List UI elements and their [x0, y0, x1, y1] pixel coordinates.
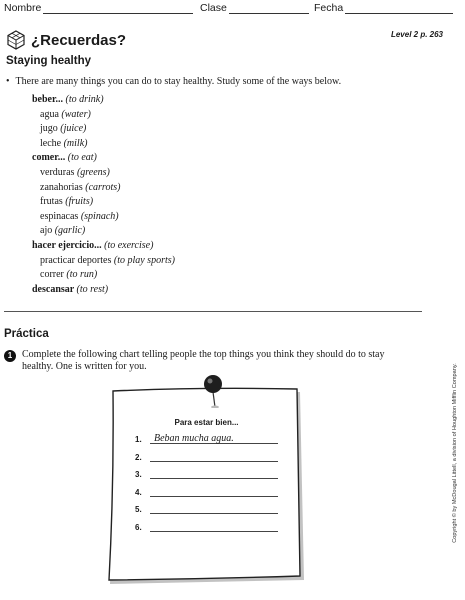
pushpin-icon [202, 374, 224, 408]
instructions-text: Complete the following chart telling people the top things you think they should do to stay healthy. One is written for you. [22, 349, 385, 372]
intro-sentence: There are many things you can do to stay healthy. Study some of the ways below. [15, 76, 342, 87]
answer-row [135, 520, 278, 532]
answer-line[interactable] [150, 503, 278, 514]
answer-line[interactable]: Beban mucha agua. [150, 433, 278, 444]
vocab-english-gloss: (milk) [63, 137, 88, 149]
vocab-spanish-word: beber... [32, 94, 64, 105]
vocab-spanish-word: jugo [40, 123, 58, 135]
row-number: 5. [135, 505, 142, 514]
vocab-group-heading [32, 151, 175, 166]
row-number: 1. [135, 435, 142, 444]
vocab-spanish-word: zanahorias [40, 181, 83, 193]
vocab-spanish-word: descansar [32, 283, 75, 295]
vocab-list [32, 93, 175, 297]
title-row [6, 30, 126, 50]
vocab-english-gloss: (to rest) [76, 283, 109, 295]
vocab-english-gloss: (garlic) [54, 225, 86, 237]
answer-row [135, 502, 278, 514]
copyright-text: Copyright © by McDougal Littell, a division of Houghton Mifflin Company. [452, 362, 458, 543]
vocab-english-gloss: (fruits) [65, 196, 94, 208]
cube-icon [6, 30, 26, 50]
vocab-group-heading [32, 239, 175, 254]
vocab-spanish-word: frutas [40, 196, 63, 208]
vocab-spanish-word: espinacas [40, 210, 79, 222]
vocab-item [32, 181, 175, 196]
answer-row [135, 450, 278, 462]
vocab-english-gloss: (to play sports) [113, 254, 175, 266]
answer-line[interactable] [150, 468, 278, 479]
row-number: 3. [135, 470, 142, 479]
copyright-notice [449, 345, 461, 560]
vocab-item [32, 268, 175, 283]
vocab-item [32, 254, 175, 269]
fecha-line[interactable] [345, 5, 453, 14]
note-title: Para estar bien... [174, 418, 239, 427]
intro-text [6, 76, 341, 87]
vocab-english-gloss: (water) [61, 108, 91, 120]
exercise-number-badge: 1 [4, 350, 16, 362]
vocab-item [32, 166, 175, 181]
section-heading-practica: Práctica [4, 328, 49, 340]
vocab-item [32, 195, 175, 210]
vocab-english-gloss: (carrots) [85, 181, 121, 193]
vocab-spanish-word: comer... [32, 152, 66, 164]
vocab-english-gloss: (to eat) [67, 152, 97, 164]
level-reference: Level 2 p. 263 [390, 30, 443, 39]
clase-label: Clase [200, 2, 227, 14]
answer-row [135, 485, 278, 497]
vocab-item [32, 137, 175, 152]
vocab-spanish-word: correr [40, 269, 64, 281]
vocab-group-heading [32, 93, 175, 108]
exercise-instructions [4, 349, 399, 373]
section-divider [4, 311, 422, 312]
student-info-header [4, 2, 459, 16]
vocab-item [32, 210, 175, 225]
vocab-item [32, 224, 175, 239]
nombre-label: Nombre [4, 2, 42, 14]
page-title: ¿Recuerdas? [31, 31, 127, 49]
answer-row [135, 467, 278, 479]
answer-line[interactable] [150, 486, 278, 497]
vocab-spanish-word: verduras [40, 166, 75, 178]
vocab-english-gloss: (spinach) [80, 210, 119, 222]
vocab-spanish-word: hacer ejercicio... [32, 239, 102, 251]
answer-line[interactable] [150, 451, 278, 462]
vocab-english-gloss: (greens) [76, 166, 110, 178]
answer-row [135, 432, 278, 444]
row-number: 4. [135, 487, 142, 497]
vocab-spanish-word: practicar deportes [40, 254, 112, 266]
vocab-group-heading [32, 283, 175, 298]
nombre-line[interactable] [43, 5, 193, 14]
fecha-label: Fecha [314, 2, 344, 14]
clase-line[interactable] [229, 5, 309, 14]
fecha-field[interactable] [314, 2, 453, 14]
vocab-english-gloss: (juice) [60, 123, 87, 135]
row-number: 2. [135, 452, 142, 462]
section-heading-staying-healthy: Staying healthy [6, 55, 91, 67]
bullet: • [6, 76, 10, 87]
vocab-spanish-word: agua [40, 108, 59, 120]
vocab-english-gloss: (to run) [66, 269, 98, 281]
row-number: 6. [135, 522, 142, 532]
answer-line[interactable] [150, 521, 278, 532]
note-card [104, 386, 309, 586]
clase-field[interactable] [200, 2, 309, 14]
vocab-english-gloss: (to drink) [65, 94, 104, 105]
vocab-item [32, 122, 175, 137]
vocab-spanish-word: leche [40, 137, 62, 149]
nombre-field[interactable] [4, 2, 193, 14]
vocab-english-gloss: (to exercise) [104, 239, 154, 251]
vocab-item [32, 108, 175, 123]
vocab-spanish-word: ajo [40, 225, 53, 237]
